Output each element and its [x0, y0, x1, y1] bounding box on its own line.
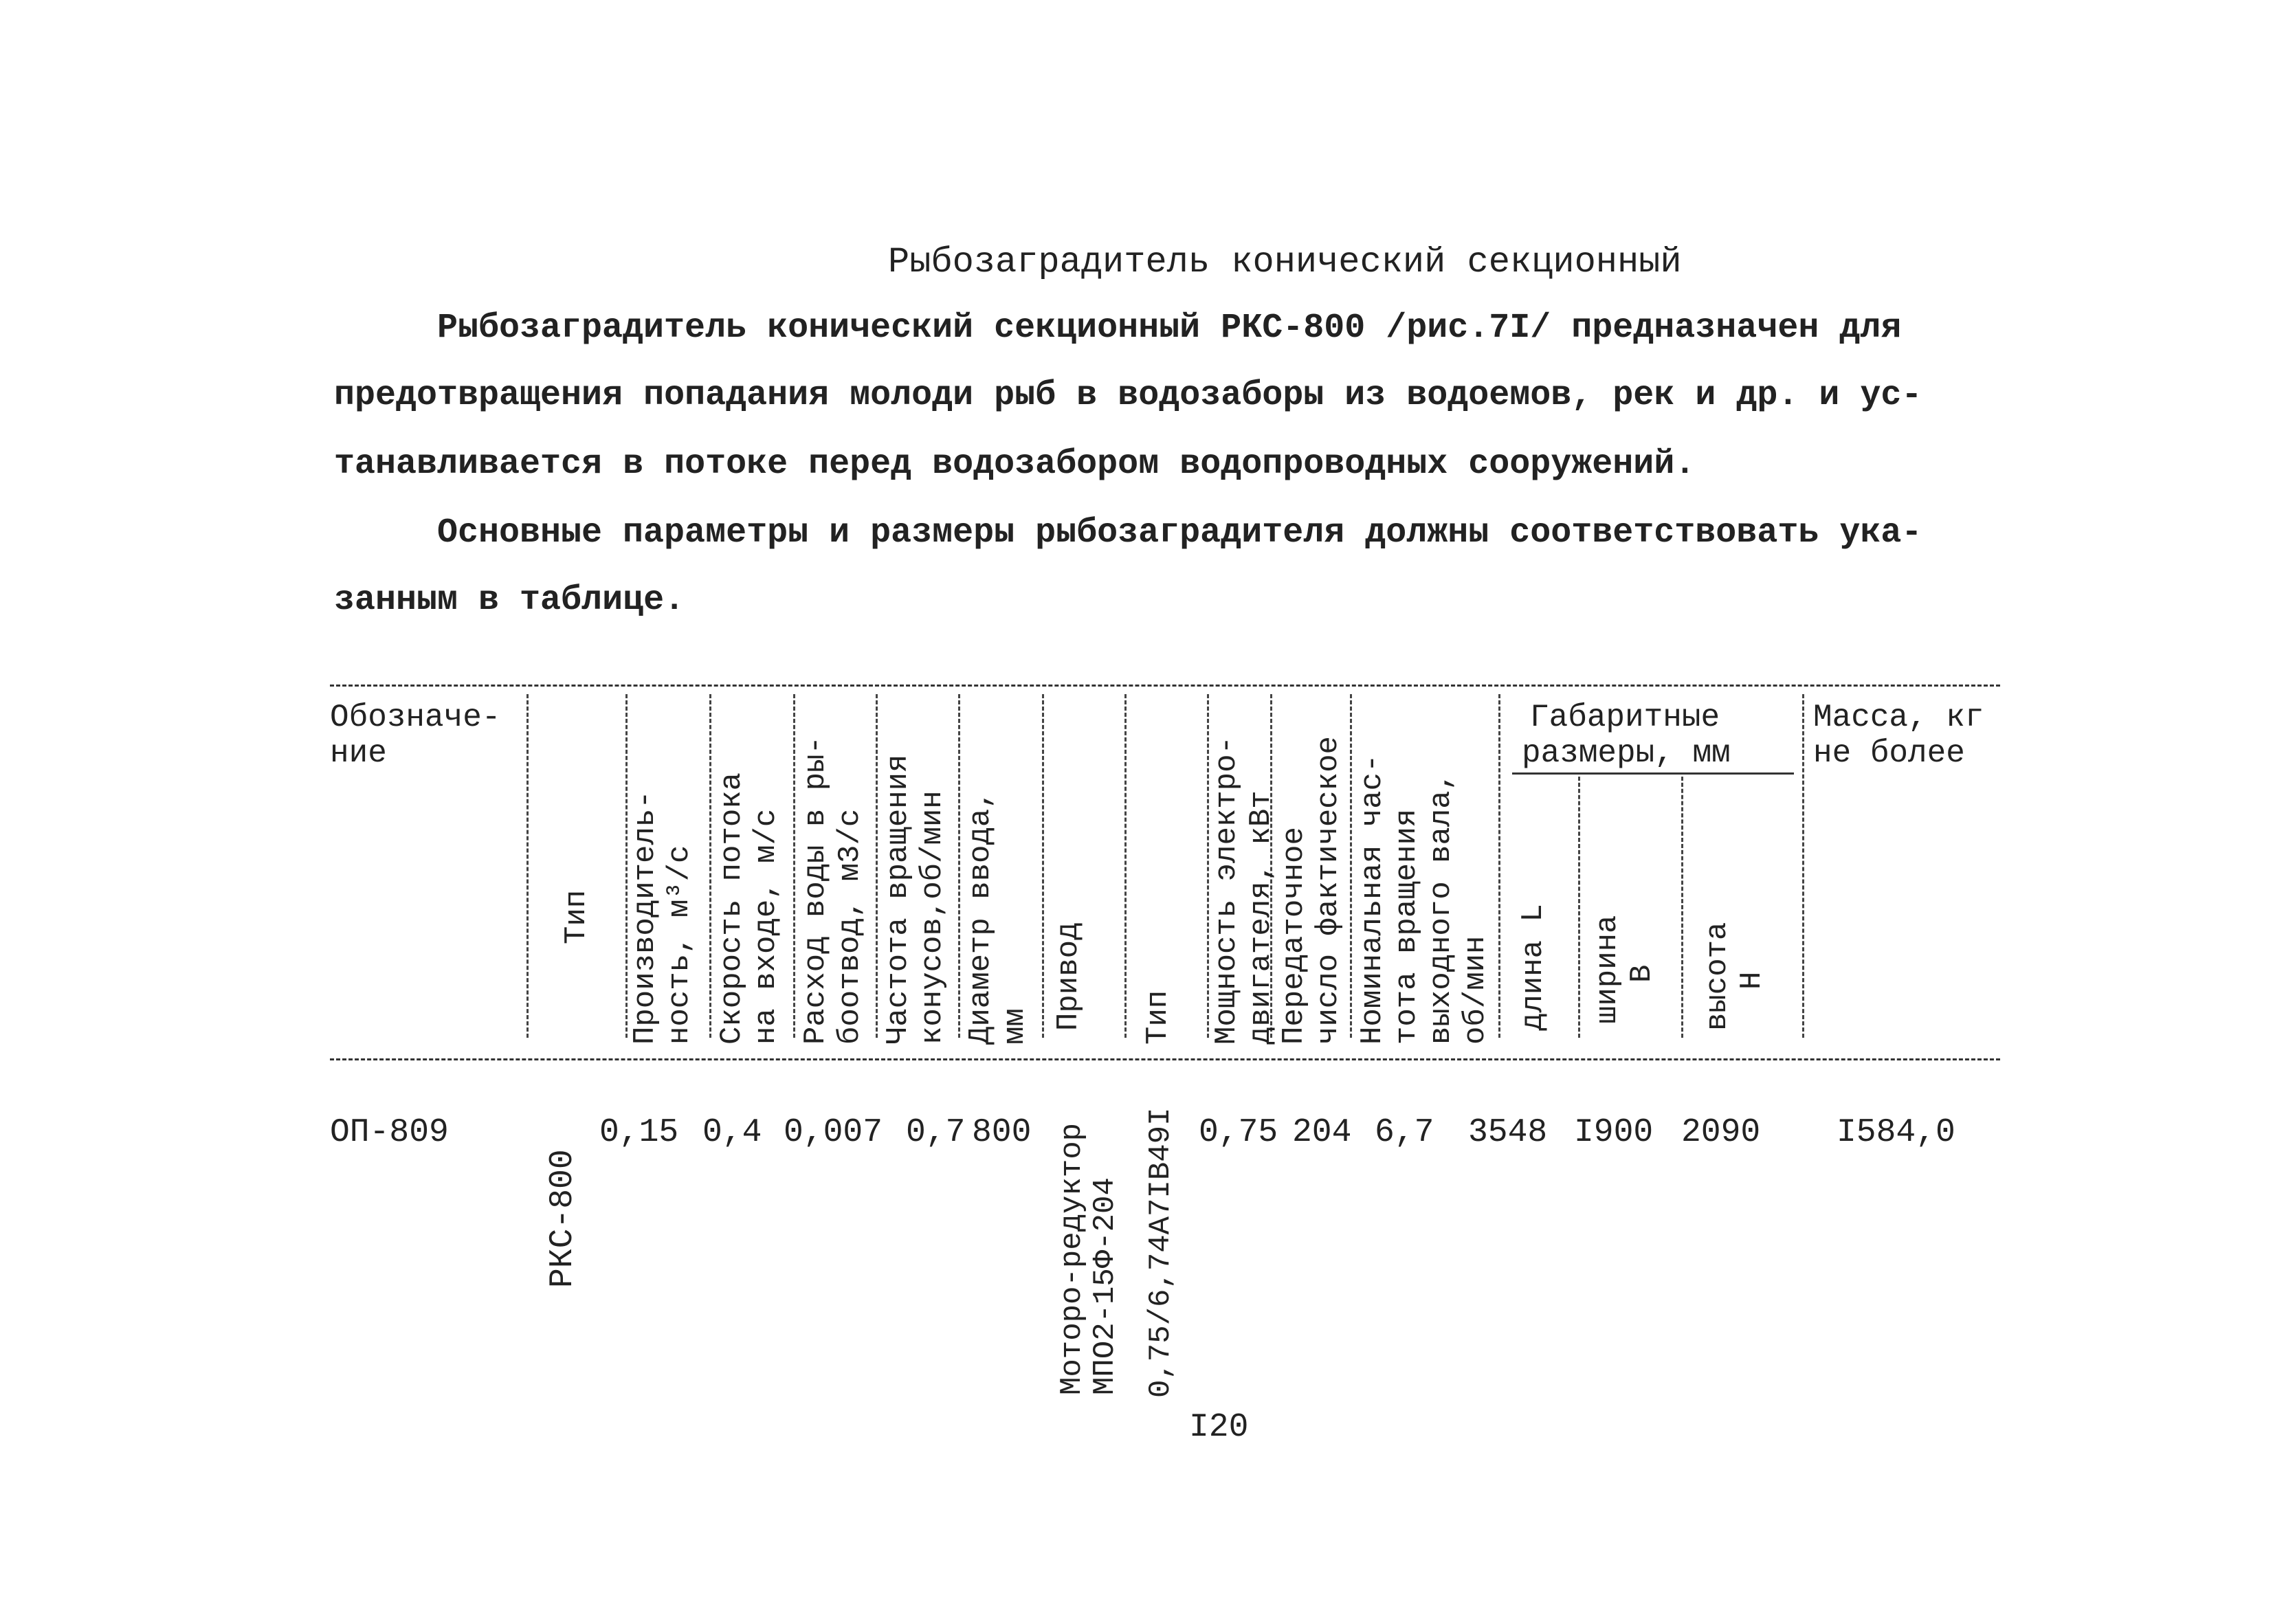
cell-height: 2090	[1681, 1114, 1761, 1151]
column-divider	[625, 694, 628, 1038]
column-divider	[1681, 777, 1683, 1038]
column-divider	[1802, 694, 1804, 1038]
cell-diameter: 800	[972, 1114, 1032, 1151]
header-ratio: Передаточное число фактическое	[1277, 736, 1346, 1045]
header-drive: Привод	[1052, 922, 1086, 1031]
dimensions-subheader-rule	[1512, 772, 1794, 775]
cell-water-flow: 0,007	[784, 1114, 883, 1151]
header-designation: Обозначе- ние	[330, 700, 501, 771]
page-number: I20	[1189, 1409, 1249, 1446]
header-nominal-rotation: Номинальная час- тота вращения выходного вала, об/мин	[1355, 754, 1493, 1045]
header-power: Мощность электро- двигателя, кВт	[1210, 736, 1278, 1045]
column-divider	[1042, 694, 1044, 1038]
header-dimensions-group: Габаритные размеры, мм	[1522, 700, 1731, 771]
header-rotation: Частота вращения конусов,об/мин	[881, 754, 950, 1045]
column-divider	[793, 694, 795, 1038]
header-speed: Скорость потока на входе, м/с	[715, 772, 784, 1045]
cell-length: 3548	[1468, 1114, 1548, 1151]
paragraph-line-5: занным в таблице.	[334, 581, 685, 620]
cell-drive: Моторо-редуктор МПО2-15Ф-204	[1055, 1122, 1122, 1395]
header-capacity: Производитель- ность, м³/с	[628, 790, 697, 1045]
cell-width: I900	[1574, 1114, 1654, 1151]
cell-ratio: 204	[1292, 1114, 1352, 1151]
column-divider	[1578, 777, 1580, 1038]
document-title: Рыбозаградитель конический секционный	[888, 242, 1682, 282]
column-divider	[1207, 694, 1209, 1038]
paragraph-line-3: танавливается в потоке перед водозабором водопроводных сооружений.	[334, 445, 1696, 484]
paragraph-line-1: Рыбозаградитель конический секционный РКС-800 /рис.7I/ предназначен для	[437, 309, 1902, 348]
cell-designation: ОП-809	[330, 1114, 449, 1151]
column-divider	[958, 694, 960, 1038]
header-drive-type: Тип	[1141, 990, 1175, 1045]
cell-speed: 0,4	[702, 1114, 762, 1151]
table-top-rule	[330, 685, 2000, 687]
header-type: Тип	[559, 889, 594, 944]
column-divider	[1350, 694, 1352, 1038]
cell-mass: I584,0	[1837, 1114, 1955, 1151]
column-divider	[709, 694, 711, 1038]
header-height: высота H	[1700, 922, 1769, 1031]
paragraph-line-2: предотвращения попадания молоди рыб в водозаборы из водоемов, рек и др. и ус-	[334, 376, 1922, 415]
header-width: ширина B	[1590, 915, 1659, 1024]
cell-nominal-rotation: 6,7	[1375, 1114, 1434, 1151]
column-divider	[1124, 694, 1127, 1038]
cell-drive-type: 0,75/6,74А7IВ49I	[1144, 1107, 1178, 1398]
paragraph-line-4: Основные параметры и размеры рыбозаградителя должны соответствовать ука-	[437, 513, 1922, 553]
header-mass: Масса, кг не более	[1813, 700, 1984, 771]
cell-power: 0,75	[1199, 1114, 1278, 1151]
cell-rotation: 0,7	[906, 1114, 966, 1151]
cell-capacity: 0,15	[599, 1114, 679, 1151]
header-diameter: Диаметр ввода, мм	[964, 790, 1032, 1045]
column-divider	[1498, 694, 1500, 1038]
header-water-flow: Расход воды в ры- боотвод, м3/с	[799, 736, 867, 1045]
header-length: длина L	[1516, 904, 1551, 1031]
table-header-bottom-rule	[330, 1058, 2000, 1060]
column-divider	[526, 694, 529, 1038]
column-divider	[876, 694, 878, 1038]
cell-type: РКС-800	[544, 1149, 581, 1288]
